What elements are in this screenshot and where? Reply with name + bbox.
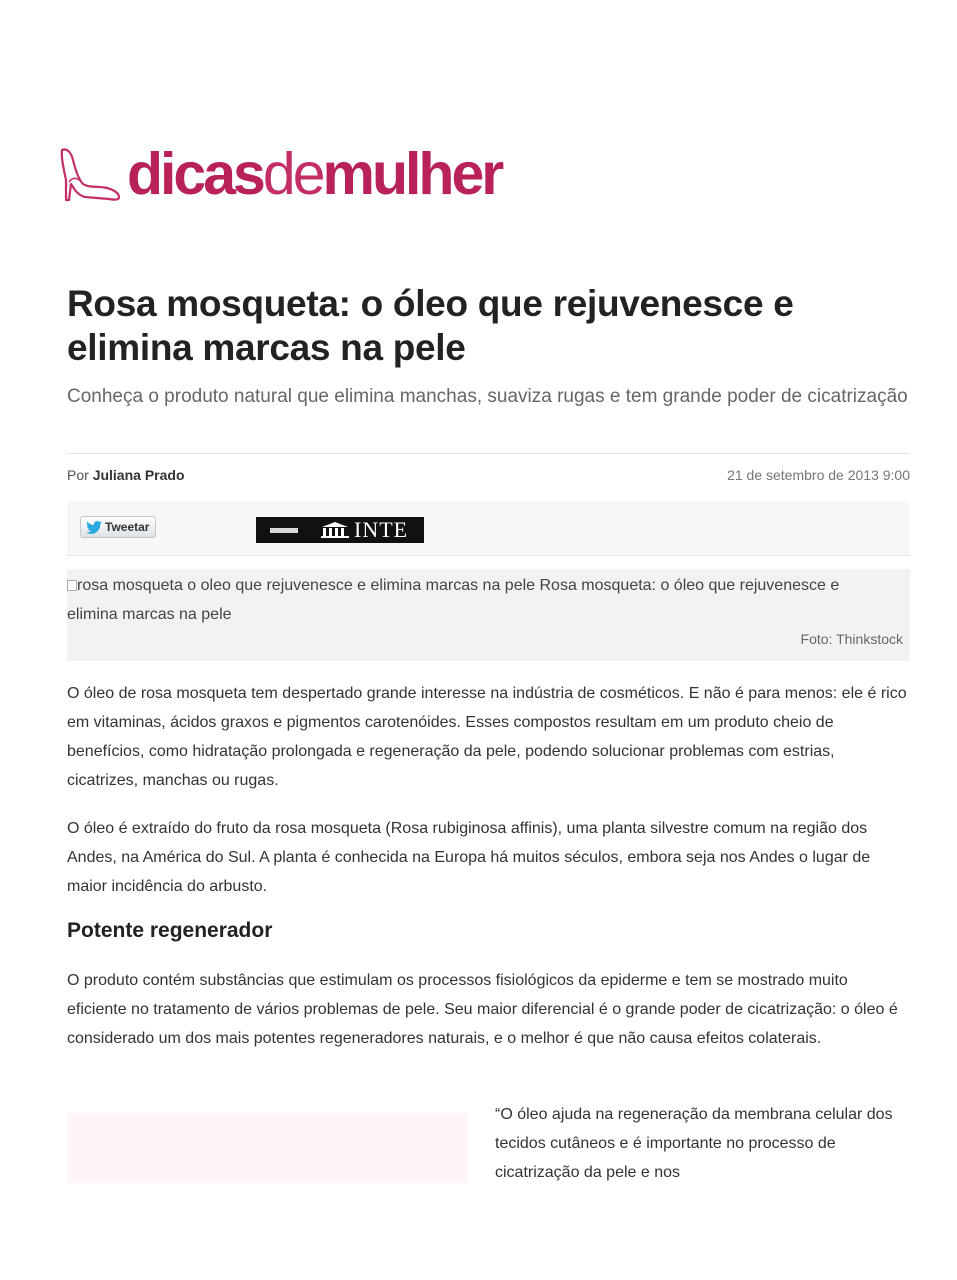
site-logo[interactable]	[59, 142, 501, 206]
logo-word-dicas: dicas	[127, 140, 263, 207]
logo-wordmark	[127, 140, 502, 207]
building-icon	[320, 522, 350, 538]
body-paragraph-1: O óleo de rosa mosqueta tem despertado grande interesse na indústria de cosméticos. E não é para menos: ele é rico em vitaminas, ácidos graxos e pigmentos carotenóides. Esses compostos resultam em um produto cheio de benefícios, como hidratação prolongada e regeneração da pele, podendo solucionar problemas com estrias, cicatrizes, manchas ou rugas.	[67, 685, 907, 789]
badge-bar	[270, 528, 298, 533]
image-credit: Foto: Thinkstock	[800, 631, 903, 647]
twitter-bird-icon	[86, 521, 102, 534]
tweet-button-label: Tweetar	[105, 520, 150, 534]
tweet-button[interactable]	[80, 516, 156, 538]
badge-text: INTE	[354, 517, 409, 542]
byline-prefix: Por	[67, 467, 89, 483]
body-paragraph-2: O óleo é extraído do fruto da rosa mosqueta (Rosa rubiginosa affinis), uma planta silvestre comum na região dos Andes, na América do Sul. A planta é conhecida na Europa há muitos séculos, embora seja nos Andes o lugar de maior incidência do arbusto.	[67, 820, 871, 895]
author-link[interactable]: Juliana Prado	[92, 467, 185, 483]
partner-badge[interactable]	[256, 517, 424, 543]
pull-quote: “O óleo ajuda na regeneração da membrana celular dos tecidos cutâneos e é importante no processo de cicatrização da pele e nos	[495, 1106, 893, 1181]
section-heading: Potente regenerador	[67, 919, 273, 942]
share-bar	[67, 501, 910, 556]
high-heel-shoe-icon	[59, 146, 121, 202]
logo-word-mulher: mulher	[322, 140, 502, 207]
byline	[67, 466, 910, 484]
article-image	[67, 569, 910, 661]
body-paragraph-3: O produto contém substâncias que estimulam os processos fisiológicos da epiderme e tem se mostrado muito eficiente no tratamento de vários problemas de pele. Seu maior diferencial é o grande poder de cicatrização: o óleo é considerado um dos mais potentes regeneradores naturais, e o melhor é que não causa efeitos colaterais.	[67, 972, 898, 1047]
logo-word-de: de	[262, 140, 323, 207]
ad-placeholder	[67, 1113, 468, 1183]
publish-date: 21 de setembro de 2013 9:00	[727, 467, 910, 483]
broken-image-icon	[67, 580, 77, 591]
image-alt-label: rosa mosqueta o oleo que rejuvenesce e elimina marcas na pele Rosa mosqueta: o óleo que rejuvenesce e elimina marcas na pele	[67, 577, 840, 623]
image-alt-text	[67, 571, 867, 629]
divider	[67, 453, 910, 454]
article-subtitle: Conheça o produto natural que elimina manchas, suaviza rugas e tem grande poder de cicatrização	[67, 386, 908, 407]
article-title: Rosa mosqueta: o óleo que rejuvenesce e elimina marcas na pele	[67, 283, 794, 368]
